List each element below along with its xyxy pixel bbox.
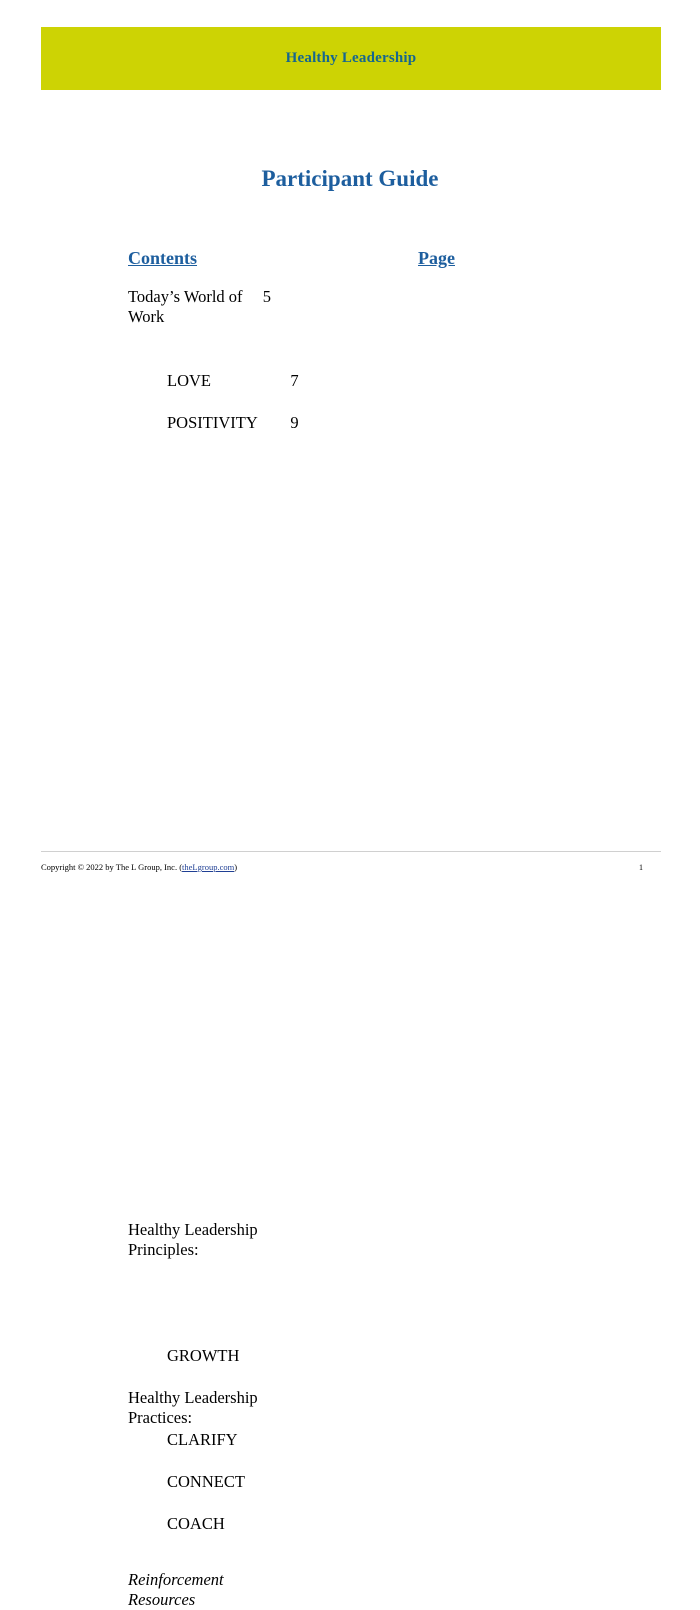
toc-entry-label: Healthy Leadership Principles: [128,1220,258,1259]
toc-entry-page: 7 [290,371,299,390]
toc-entry-label: CONNECT [167,1472,245,1491]
footer-copyright-text: Copyright © 2022 by The L Group, Inc. [41,862,178,872]
toc-entry-label: Healthy Leadership Practices: [128,1388,258,1427]
toc-entry-label: GROWTH [167,1346,240,1365]
footer-page-number: 1 [639,862,643,872]
toc-entry-page: 5 [262,287,271,306]
footer-link-open-paren: ( [179,862,183,872]
toc-entry-label: CLARIFY [167,1430,238,1449]
footer-copyright [41,862,237,872]
toc-entry-label: Reinforcement Resources [128,1570,224,1609]
header-banner-title: Healthy Leadership [285,50,417,66]
toc-header-contents: Contents [128,248,198,268]
page-footer [41,862,661,872]
toc-entry-page: 9 [290,413,299,432]
toc-entry [128,287,588,329]
toc-header-page: Page [418,248,455,268]
footer-divider [41,851,661,852]
footer-website-link[interactable]: theLgroup.com [182,862,235,872]
toc-entry-label: Today’s World of Work [128,287,243,326]
toc-header-row [128,248,588,269]
header-banner [41,27,661,90]
toc-entry-label: POSITIVITY [167,413,258,432]
toc-entry [128,413,588,455]
page-title: Participant Guide [261,166,439,191]
footer-link-close-paren: ) [234,862,238,872]
toc-entry-label: COACH [167,1514,225,1533]
toc-entry-page [263,679,588,1585]
toc-entry [128,371,588,413]
toc-entry-label: LOVE [167,371,211,390]
